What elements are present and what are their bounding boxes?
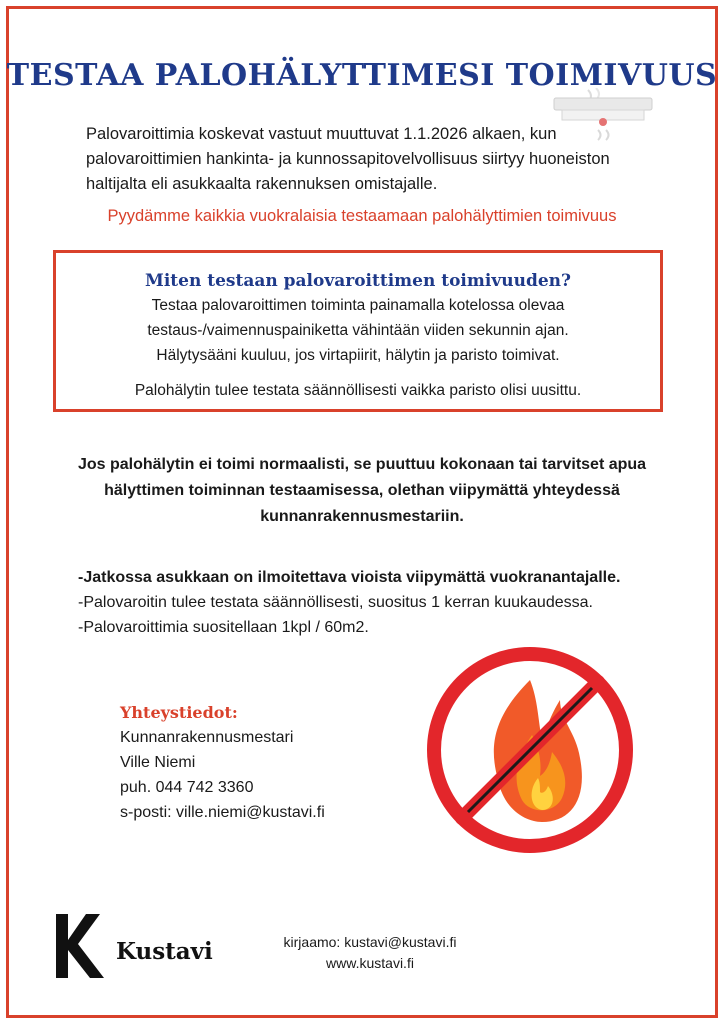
intro-line: haltijalta eli asukkaalta rakennuksen omistajalle. [86,175,438,193]
warning-line: hälyttimen toiminnan testaamisessa, olethan viipymättä yhteydessä [104,482,620,499]
kustavi-logo [52,912,232,980]
instructions-heading: Miten testaan palovaroittimen toimivuuden? [145,271,571,291]
footer-contact [260,932,480,974]
registry-email: kirjaamo: kustavi@kustavi.fi [283,934,457,950]
test-instructions-box [53,250,663,412]
contact-info [120,700,420,825]
bullet-item: -Jatkossa asukkaan on ilmoitettava vioista viipymättä vuokranantajalle. [78,569,621,586]
logo-wordmark: Kustavi [116,938,213,965]
kustavi-logo-icon [52,912,108,980]
malfunction-warning [30,452,694,530]
no-fire-icon [420,640,640,860]
contact-email: s-posti: ville.niemi@kustavi.fi [120,804,325,821]
contact-title: Kunnanrakennusmestari [120,729,294,746]
contact-name: Ville Niemi [120,754,196,771]
tenant-request: Pyydämme kaikkia vuokralaisia testaamaan palohälyttimien toimivuus [107,207,617,225]
intro-line: Palovaroittimia koskevat vastuut muuttuvat 1.1.2026 alkaen, kun [86,125,557,143]
intro-paragraph [86,122,656,197]
contact-heading: Yhteystiedot: [120,703,238,722]
page-title: TESTAA PALOHÄLYTTIMESI TOIMIVUUS [6,58,718,93]
intro-line: palovaroittimien hankinta- ja kunnossapitovelvollisuus siirtyy huoneiston [86,150,610,168]
instruction-line: Hälytysääni kuuluu, jos virtapiirit, hälytin ja paristo toimivat. [156,347,560,364]
warning-line: Jos palohälytin ei toimi normaalisti, se puuttuu kokonaan tai tarvitset apua [77,456,647,473]
instruction-line: Testaa palovaroittimen toiminta painamalla kotelossa olevaa [151,297,565,314]
bullet-item: -Palovaroittimia suositellaan 1kpl / 60m2. [78,619,369,636]
bullet-item: -Palovaroitin tulee testata säännöllisesti, suositus 1 kerran kuukaudessa. [78,594,593,611]
contact-phone: puh. 044 742 3360 [120,779,254,796]
website-link: www.kustavi.fi [326,955,414,971]
warning-line: kunnanrakennusmestariin. [260,508,464,525]
bullet-list [78,565,698,640]
instruction-note: Palohälytin tulee testata säännöllisesti vaikka paristo olisi uusittu. [134,382,582,399]
instruction-line: testaus-/vaimennuspainiketta vähintään viiden sekunnin ajan. [147,322,569,339]
